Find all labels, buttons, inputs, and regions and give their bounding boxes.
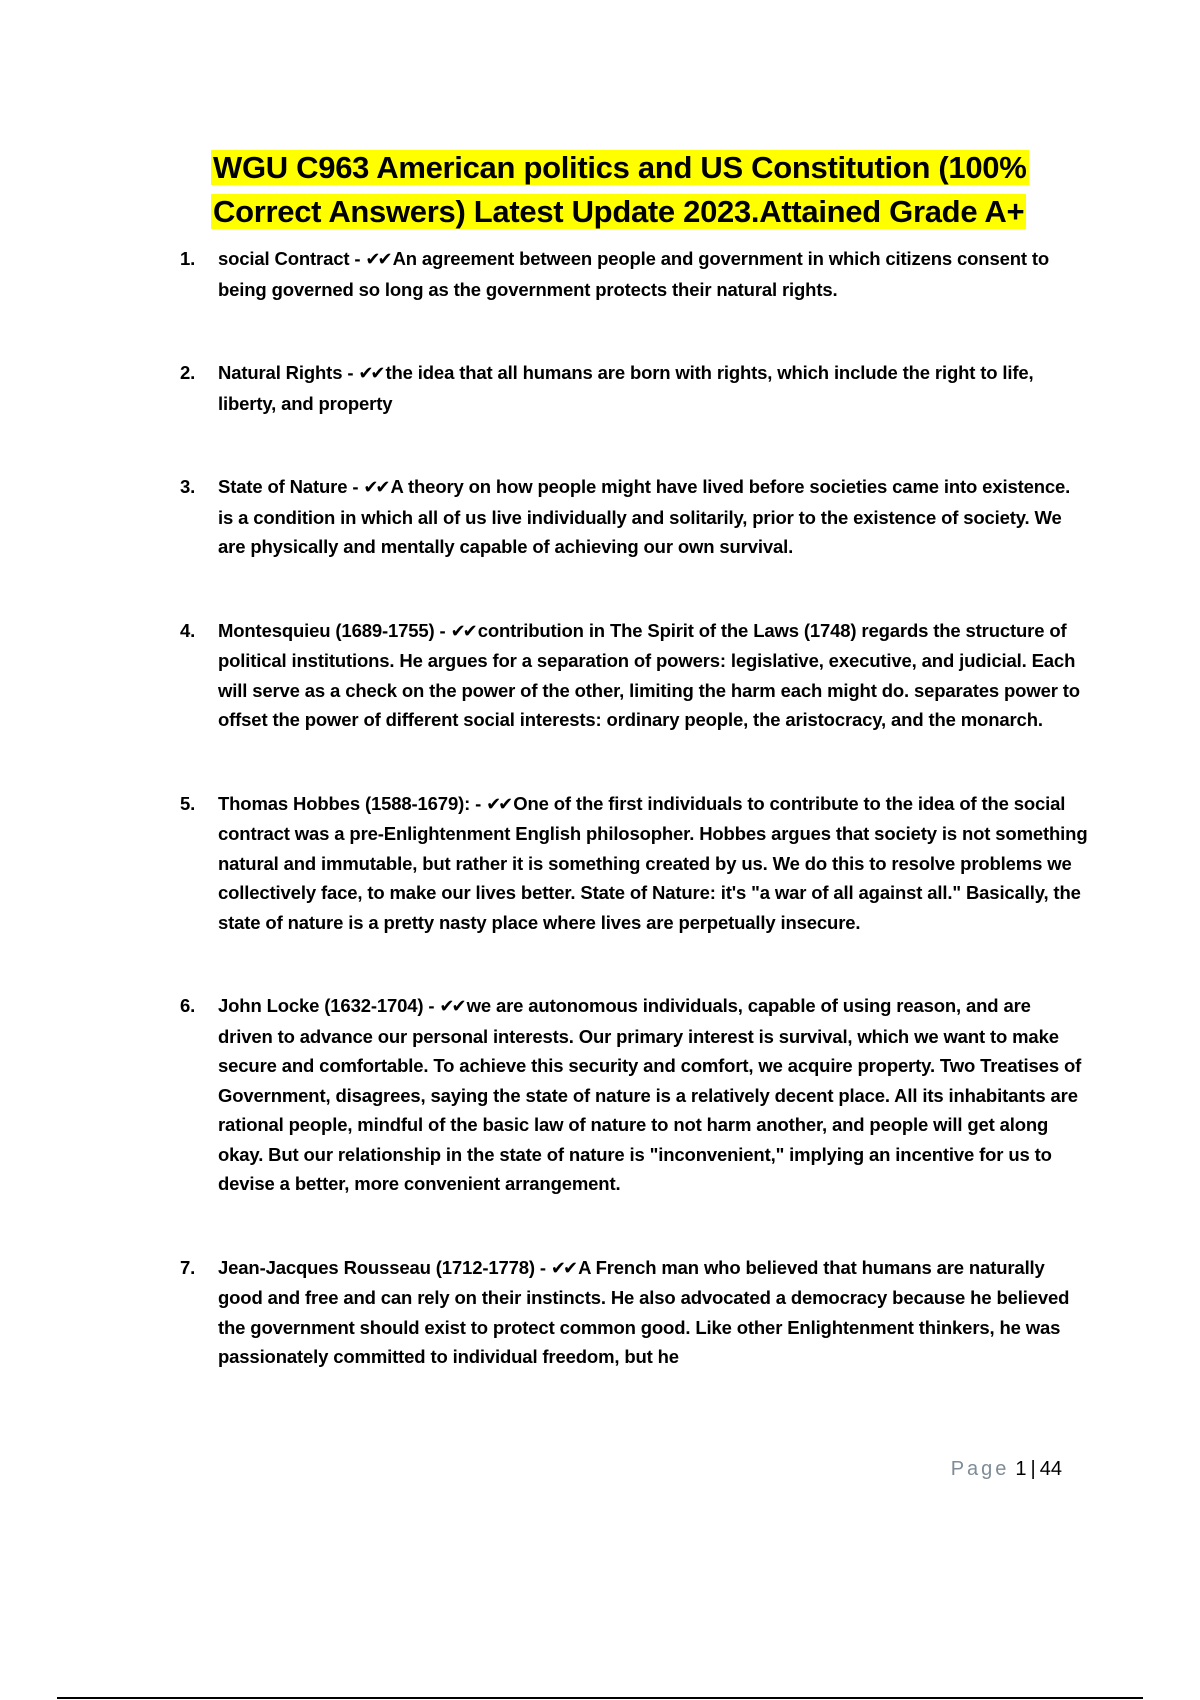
qa-item (180, 616, 1090, 735)
item-definition: A theory on how people might have lived before societies came into existence. is a condition in which all of us live individually and solitarily, prior to the existence of society. We are physically and mentally capable of achieving our own survival. (218, 476, 1071, 557)
item-term: Thomas Hobbes (1588-1679): - (218, 792, 487, 814)
item-number: 5. (180, 792, 196, 814)
double-check-icon: ✔✔ (363, 477, 388, 498)
bottom-divider (57, 1697, 1143, 1699)
document-title-text: WGU C963 American politics and US Constitution (100% Correct Answers) Latest Update 2023.Attained Grade A+ (213, 150, 1027, 229)
item-number: 3. (180, 476, 196, 497)
document-title (211, 146, 1071, 234)
qa-item (180, 358, 1090, 418)
item-number: 7. (180, 1256, 196, 1278)
item-term: Jean-Jacques Rousseau (1712-1778) - (218, 1256, 551, 1278)
double-check-icon: ✔✔ (486, 793, 511, 815)
item-term: State of Nature - (218, 476, 364, 497)
page-separator: | (1030, 1458, 1036, 1480)
item-definition: contribution in The Spirit of the Laws (1748) regards the structure of political institutions. He argues for a separation of powers: legislative, executive, and judicial. Each will serve as a check on the power of the other, limiting the harm each might do. separates power to offset the power of different social interests: ordinary people, the aristocracy, and the monarch. (218, 619, 1080, 730)
item-term: Natural Rights - (218, 362, 359, 383)
item-number: 4. (180, 619, 196, 641)
qa-item (180, 1253, 1090, 1372)
qa-item (180, 991, 1090, 1199)
total-pages: 44 (1039, 1458, 1062, 1480)
double-check-icon: ✔✔ (439, 996, 464, 1017)
page-number: 1 (1015, 1458, 1027, 1480)
page-label: Page (950, 1458, 1010, 1480)
qa-item (180, 789, 1090, 938)
item-definition: the idea that all humans are born with rights, which include the right to life, liberty, and property (218, 362, 1034, 414)
double-check-icon: ✔✔ (358, 363, 383, 384)
qa-item (180, 244, 1090, 304)
item-definition: An agreement between people and government in which citizens consent to being governed so long as the government protects their natural rights. (218, 248, 1050, 300)
item-term: John Locke (1632-1704) - (218, 995, 440, 1016)
qa-list (180, 244, 1090, 1372)
item-definition: we are autonomous individuals, capable of using reason, and are driven to advance our personal interests. Our primary interest is survival, which we want to make secure and comfortable. To achieve this security and comfort, we acquire property. Two Treatises of Government, disagrees, saying the state of nature is a relatively decent place. All its inhabitants are rational people, mindful of the basic law of nature to not harm another, and people will get along okay. But our relationship in the state of nature is "inconvenient," implying an incentive for us to devise a better, more convenient arrangement. (218, 995, 1082, 1194)
double-check-icon: ✔✔ (450, 620, 475, 642)
item-term: Montesquieu (1689-1755) - (218, 619, 451, 641)
item-definition: A French man who believed that humans are naturally good and free and can rely on their instincts. He also advocated a democracy because he believed the government should exist to protect common good. Like other Enlightenment thinkers, he was passionately committed to individual freedom, but he (218, 1256, 1070, 1367)
qa-item (180, 472, 1090, 562)
item-number: 6. (180, 995, 196, 1016)
item-definition: One of the first individuals to contribute to the idea of the social contract was a pre-Enlightenment English philosopher. Hobbes argues that society is not something natural and immutable, but rather it is something created by us. We do this to resolve problems we collectively face, to make our lives better. State of Nature: it's "a war of all against all." Basically, the state of nature is a pretty nasty place where lives are perpetually insecure. (218, 792, 1088, 933)
page-footer (951, 1458, 1062, 1481)
double-check-icon: ✔✔ (550, 1257, 576, 1279)
item-number: 1. (180, 248, 196, 269)
item-term: social Contract - (218, 248, 366, 269)
double-check-icon: ✔✔ (365, 249, 390, 270)
item-number: 2. (180, 362, 196, 383)
